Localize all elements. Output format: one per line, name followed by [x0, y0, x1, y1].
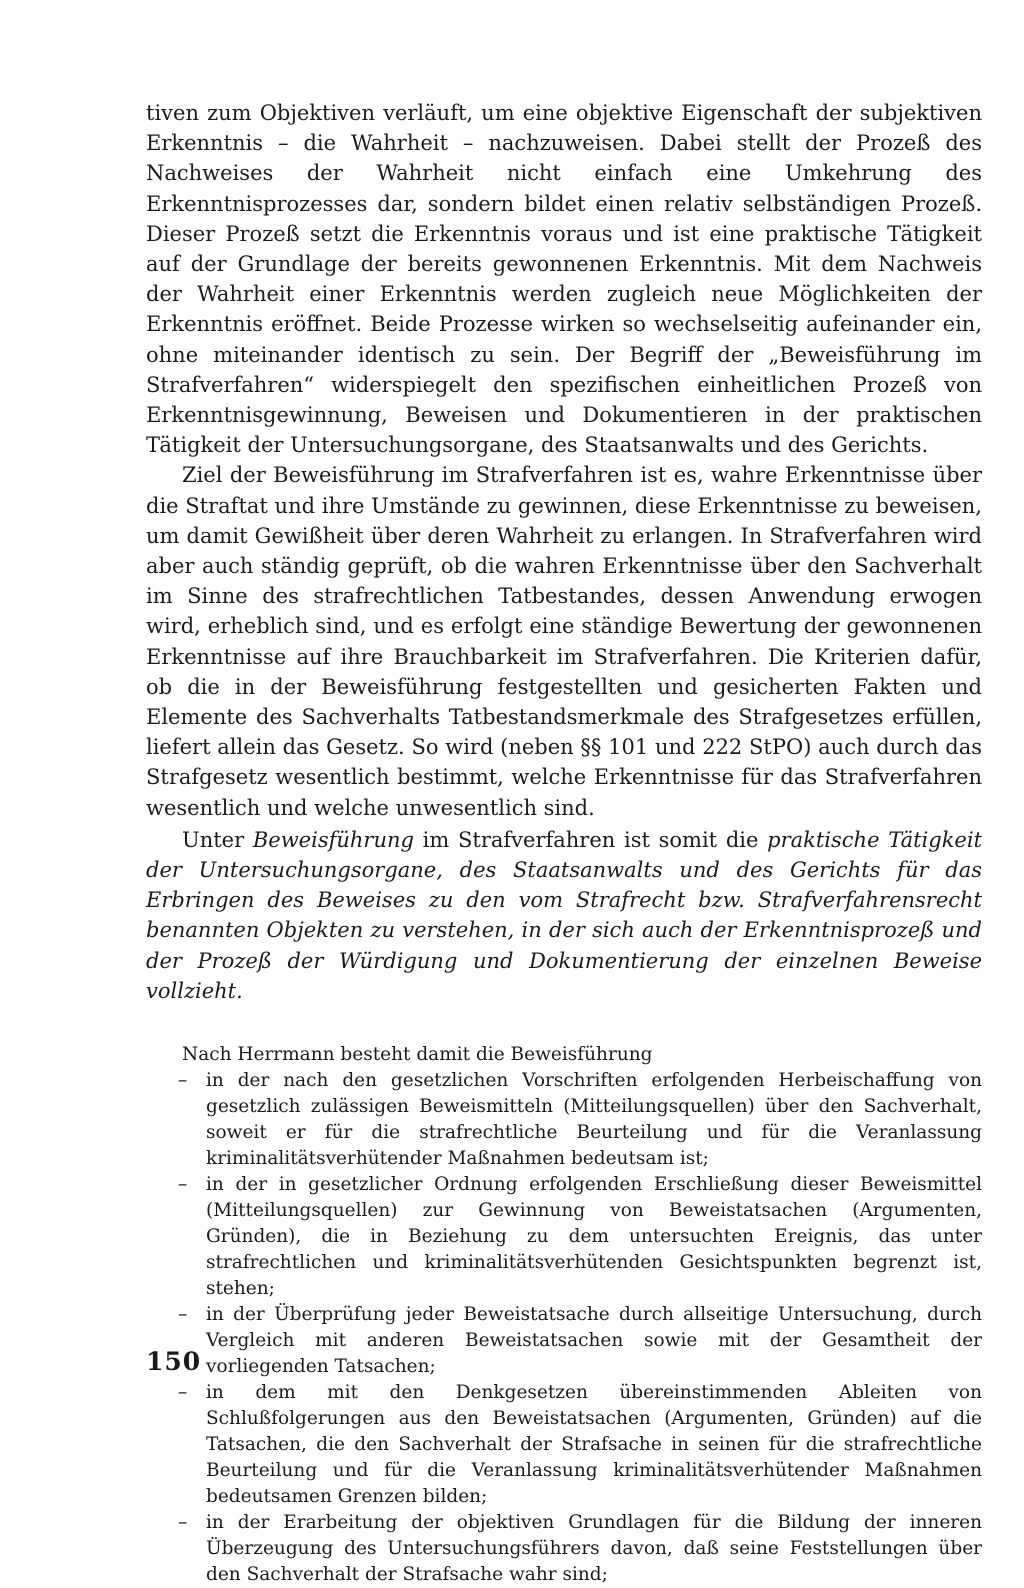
dash-bullet: – — [178, 1174, 188, 1196]
paragraph-definition-beweisfuehrung — [146, 825, 982, 1006]
list-item — [146, 1380, 982, 1510]
list-item — [146, 1068, 982, 1172]
list-item-text: in der Erarbeitung der objektiven Grundlagen für die Bildung der inneren Überzeugung des Untersuchungsführers davon, daß seine Feststellungen über den Sachverhalt der Strafsache wahr sind; — [206, 1512, 982, 1586]
herrmann-intro: Nach Herrmann besteht damit die Beweisführung — [182, 1044, 653, 1066]
paragraph-definition-middle: im Strafverfahren ist somit die — [413, 827, 768, 852]
page-number: 150 — [146, 1347, 202, 1376]
paragraph-goal-of-evidence: Ziel der Beweisführung im Strafverfahren ist es, wahre Erkenntnisse über die Straftat und ihre Umstände zu gewinnen, diese Erkenntnisse zu beweisen, um damit Gewißheit über deren Wahrheit zu erlangen. In Strafverfahren wird aber auch ständig geprüft, ob die wahren Erkenntnisse über den Sachverhalt im Sinne des strafrechtlichen Tatbestandes, dessen Anwendung erwogen wird, erheblich sind, und es erfolgt eine ständige Bewertung der gewonnenen Erkenntnisse auf ihre Brauchbarkeit im Strafverfahren. Die Kriterien dafür, ob die in der Beweisführung festgestellten und gesicherten Fakten und Elemente des Sachverhalts Tatbestandsmerkmale des Strafgesetzes erfüllen, liefert allein das Gesetz. So wird (neben §§ 101 und 222 StPO) auch durch das Strafgesetz wesentlich bestimmt, welche Erkenntnisse für das Strafverfahren wesentlich und welche unwesentlich sind. — [146, 463, 982, 820]
dash-bullet: – — [178, 1512, 188, 1534]
list-item-text: in der in gesetzlicher Ordnung erfolgenden Erschließung dieser Beweismittel (Mitteilungsquellen) zur Gewinnung von Beweistatsachen (Argumenten, Gründen), die in Beziehung zu dem untersuchten Ereignis, das unter strafrechtlichen und kriminalitätsverhütenden Gesichtspunkten begrenzt ist, stehen; — [206, 1174, 982, 1300]
dash-bullet: – — [178, 1070, 188, 1092]
definition-emphasis: praktische Tätigkeit der Untersuchungsorgane, des Staatsanwalts und des Gerichts für das Erbringen des Beweises zu den vom Strafrecht bzw. Strafverfahrensrecht benannten Objekten zu verstehen, in der sich auch der Erkenntnisprozeß und der Prozeß der Würdigung und Dokumentierung der einzelnen Beweise vollzieht. — [146, 827, 983, 1003]
list-item — [146, 1510, 982, 1588]
list-item — [146, 1302, 982, 1380]
paragraph-truth-proof: tiven zum Objektiven verläuft, um eine objektive Eigenschaft der subjektiven Erkenntnis – die Wahrheit – nachzuweisen. Dabei stellt der Prozeß des Nachweises der Wahrheit nicht einfach eine Umkehrung des Erkenntnisprozesses dar, sondern bildet einen relativ selbständigen Prozeß. Dieser Prozeß setzt die Erkenntnis voraus und ist eine praktische Tätigkeit auf der Grundlage der bereits gewonnenen Erkenntnis. Mit dem Nachweis der Wahrheit einer Erkenntnis werden zugleich neue Möglichkeiten der Erkenntnis eröffnet. Beide Prozesse wirken so wechselseitig aufeinander ein, ohne miteinander identisch zu sein. Der Begriff der „Beweisführung im Strafverfahren“ widerspiegelt den spezifischen einheitlichen Prozeß von Erkenntnisgewinnung, Beweisen und Dokumentieren in der praktischen Tätigkeit der Untersuchungsorgane, des Staatsanwalts und des Gerichts. — [146, 101, 982, 458]
list-item-text: in dem mit den Denkgesetzen übereinstimmenden Ableiten von Schlußfolgerungen aus den Beweistatsachen (Argumenten, Gründen) auf die Tatsachen, die den Sachverhalt der Strafsache in seinen für die strafrechtliche Beurteilung und für die Veranlassung kriminalitätsverhütender Maßnahmen bedeutsamen Grenzen bilden; — [206, 1382, 982, 1508]
herrmann-list — [146, 1068, 982, 1588]
herrmann-quote-block — [146, 1042, 982, 1588]
dash-bullet: – — [178, 1382, 188, 1404]
dash-bullet: – — [178, 1304, 188, 1326]
book-page-body — [146, 98, 982, 1588]
term-beweisfuehrung: Beweisführung — [252, 827, 414, 852]
list-item-text: in der nach den gesetzlichen Vorschriften erfolgenden Herbeischaffung von gesetzlich zulässigen Beweismitteln (Mitteilungsquellen) über den Sachverhalt, soweit er für die strafrechtliche Beurteilung und für die Veranlassung kriminalitätsverhütender Maßnahmen bedeutsam ist; — [206, 1070, 982, 1170]
list-item — [146, 1172, 982, 1302]
paragraph-definition-lead: Unter — [182, 827, 253, 852]
list-item-text: in der Überprüfung jeder Beweistatsache durch allseitige Untersuchung, durch Vergleich mit anderen Beweistatsachen sowie mit der Gesamtheit der vorliegenden Tatsachen; — [206, 1304, 982, 1378]
